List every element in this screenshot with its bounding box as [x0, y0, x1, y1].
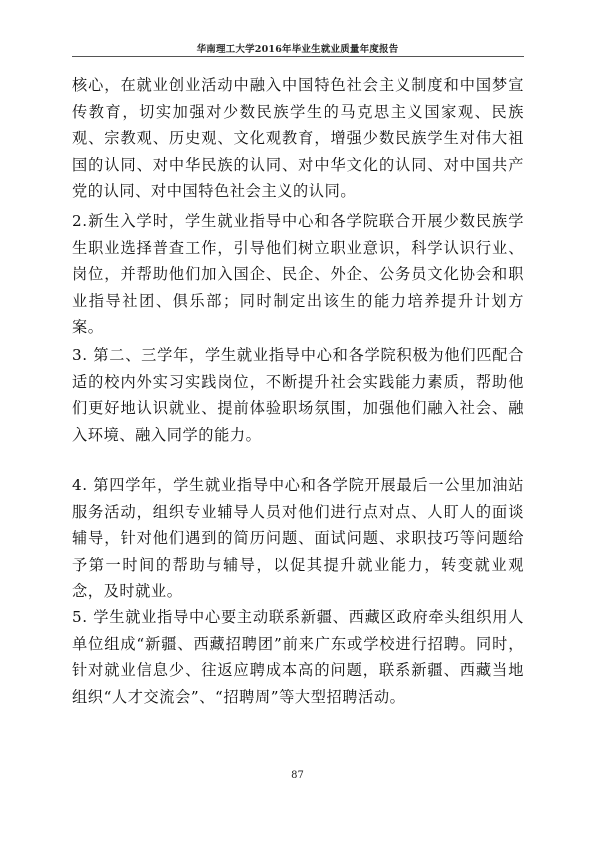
- paragraph-3: 3. 第二、三学年，学生就业指导中心和各学院积极为他们匹配合适的校内外实习实践岗位，不断提升社会实践能力素质，帮助他们更好地认识就业、提前体验职场氛围，加强他们融入社会、融入环境、融入同学的能力。: [72, 346, 524, 444]
- paragraph-2: 2.新生入学时，学生就业指导中心和各学院联合开展少数民族学生职业选择普查工作，引导他们树立职业意识，科学认识行业、岗位，并帮助他们加入国企、民企、外企、公务员文化协会和职业指导社团、俱乐部；同时制定出该生的能力培养提升计划方案。: [72, 212, 524, 336]
- paragraph-4: 4. 第四学年，学生就业指导中心和各学院开展最后一公里加油站服务活动，组织专业辅导人员对他们进行点对点、人盯人的面谈辅导，针对他们遇到的简历问题、面试问题、求职技巧等问题给予第一时间的帮助与辅导，以促其提升就业能力，转变就业观念，及时就业。: [72, 476, 524, 600]
- running-header: 华南理工大学2016年毕业生就业质量年度报告: [196, 44, 399, 55]
- page-number: 87: [291, 770, 304, 781]
- paragraph-1: 核心，在就业创业活动中融入中国特色社会主义制度和中国梦宣传教育，切实加强对少数民族学生的马克思主义国家观、民族观、宗教观、历史观、文化观教育，增强少数民族学生对伟大祖国的认同、对中华民族的认同、对中华文化的认同、对中国共产党的认同、对中国特色社会主义的认同。: [72, 76, 524, 200]
- paragraph-5: 5. 学生就业指导中心要主动联系新疆、西藏区政府牵头组织用人单位组成“新疆、西藏招聘团”前来广东或学校进行招聘。同时，针对就业信息少、往返应聘成本高的问题，联系新疆、西藏当地组织“人才交流会”、“招聘周”等大型招聘活动。: [72, 608, 524, 706]
- header-divider: [72, 56, 524, 57]
